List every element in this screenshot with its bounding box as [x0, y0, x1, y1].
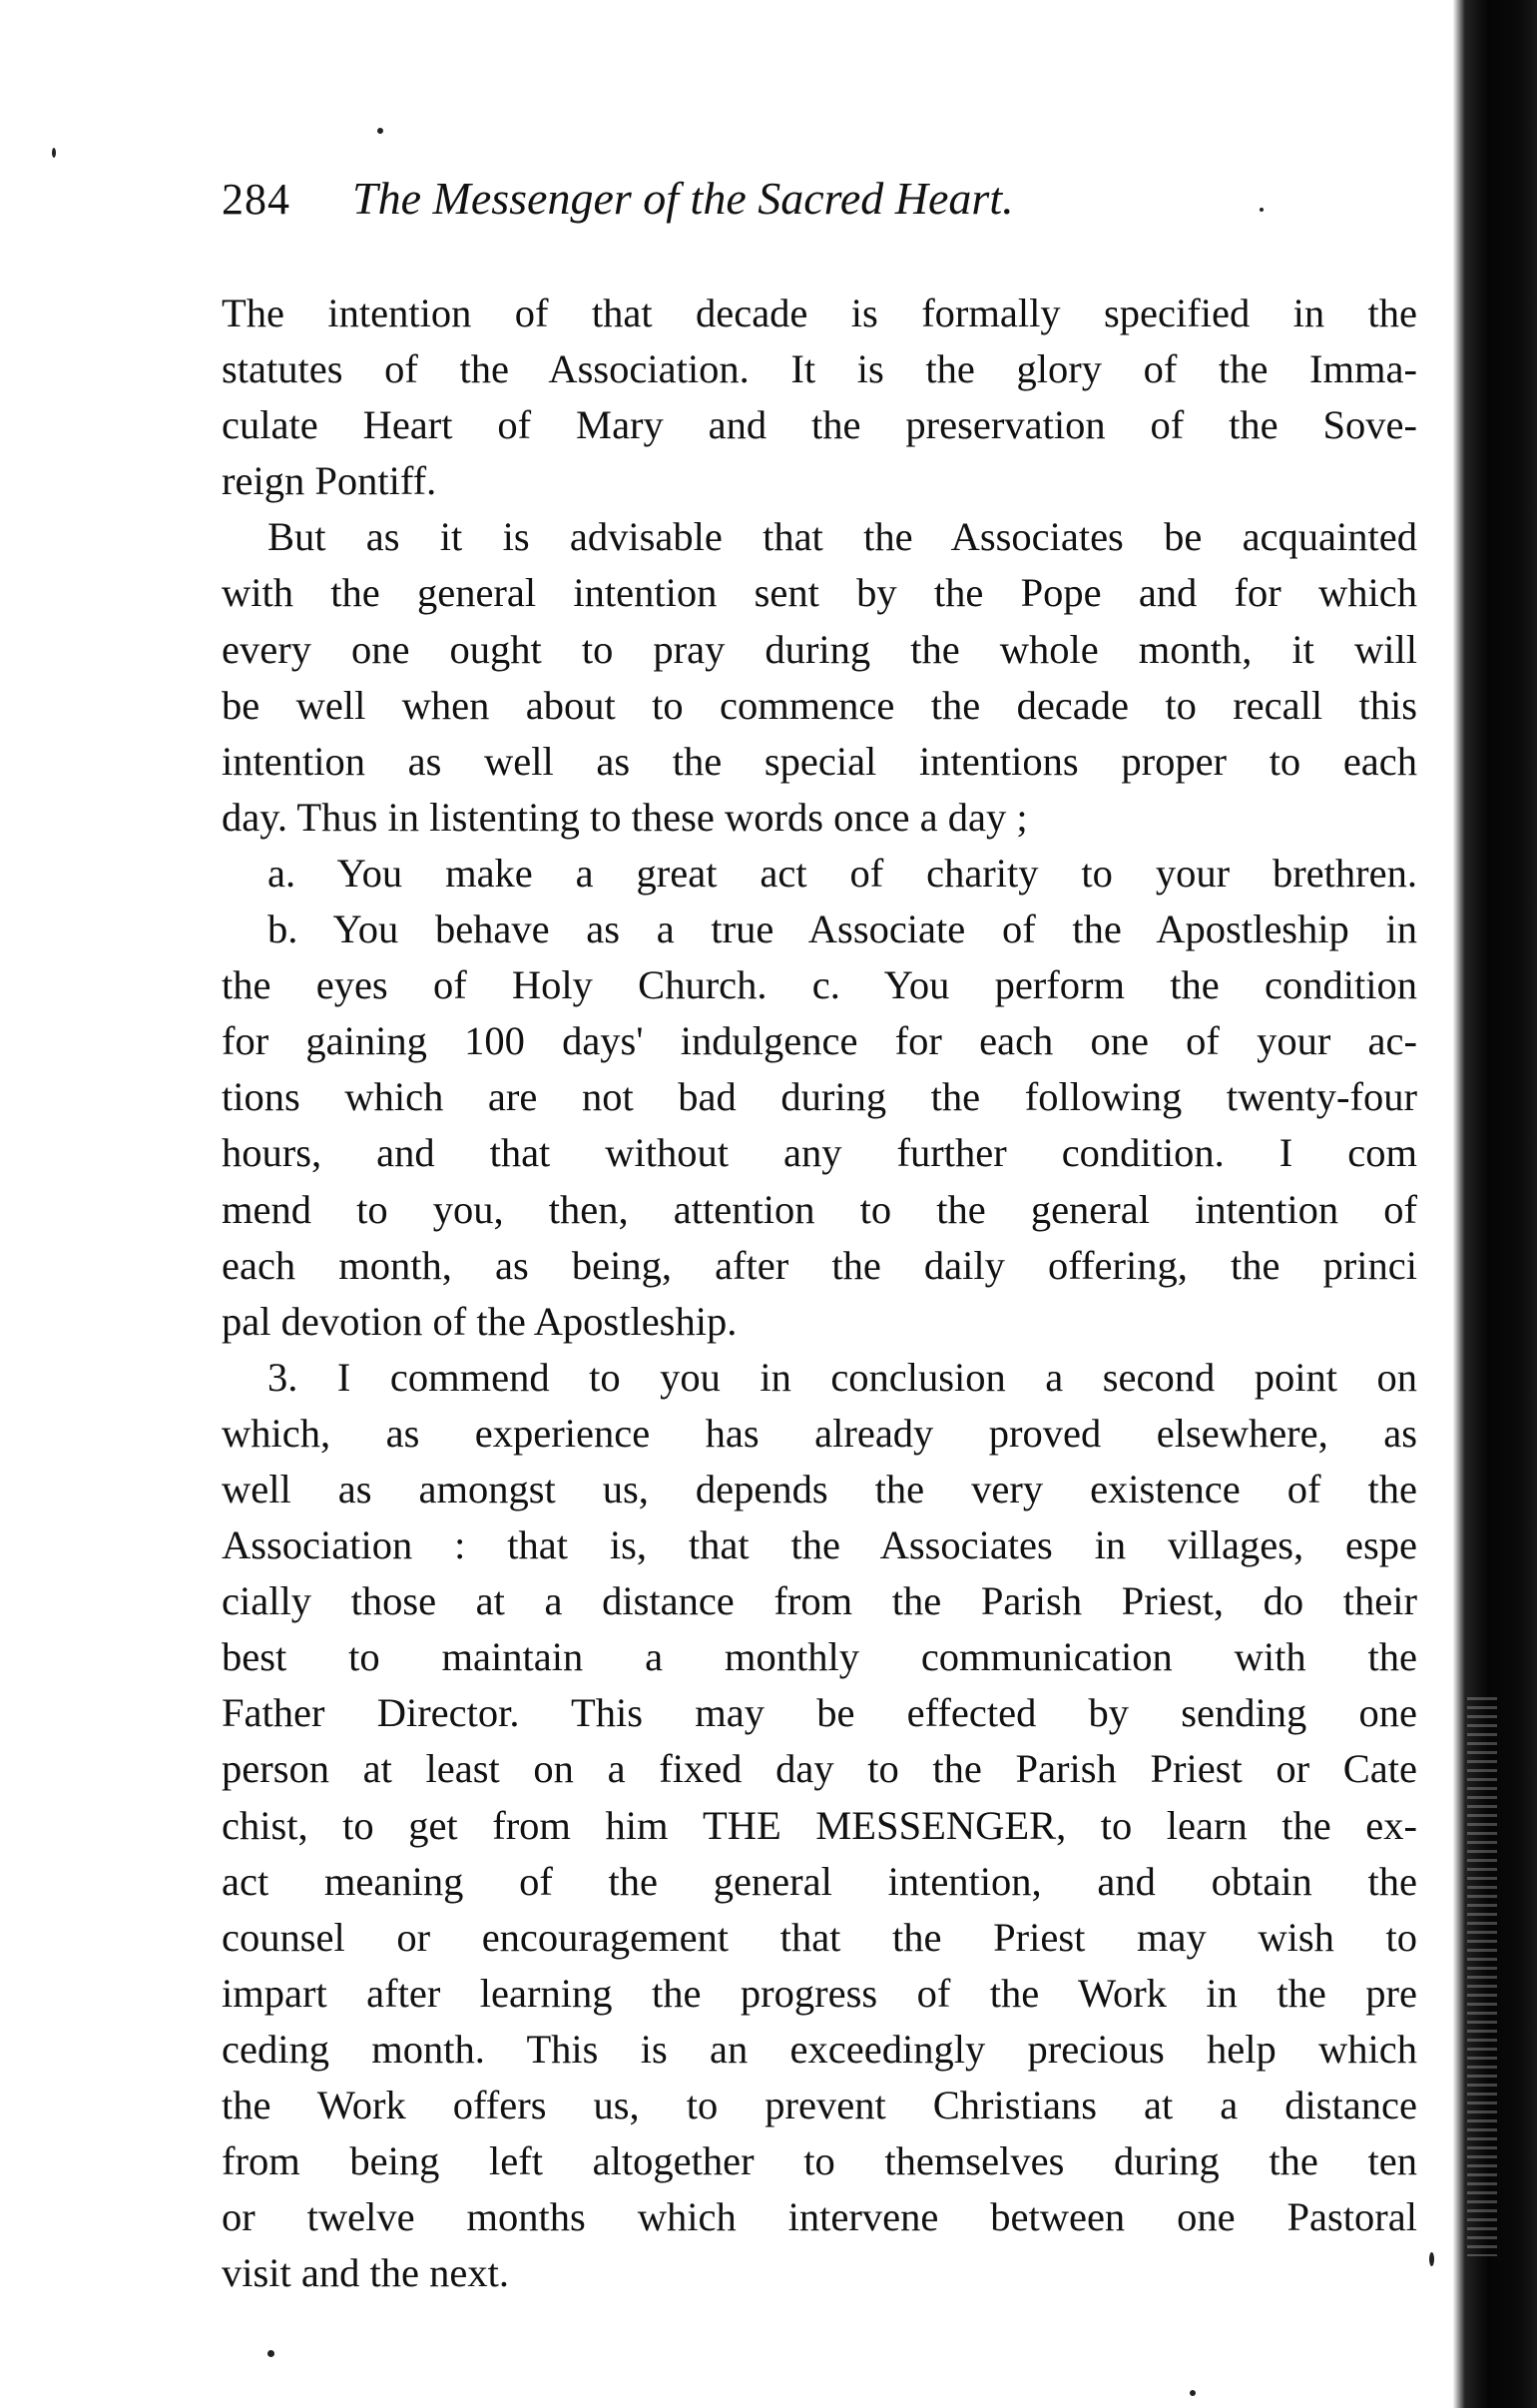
- page-header: [222, 172, 1270, 242]
- text-line: But as it is advisable that the Associates be acquainted: [267, 514, 1417, 560]
- text-line: Father Director. This may be effected by sending one: [222, 1690, 1417, 1736]
- ink-speck: [1190, 2390, 1196, 2396]
- ink-speck: [52, 148, 56, 158]
- body-text: [222, 286, 1417, 2301]
- line-end: , to learn the ex-: [1056, 1802, 1418, 1848]
- text-line: for gaining 100 days' indulgence for each one of your ac-: [222, 1018, 1417, 1064]
- text-line: culate Heart of Mary and the preservation of the Sove-: [222, 402, 1417, 448]
- ink-speck: [1260, 208, 1264, 212]
- ink-speck: [377, 128, 383, 134]
- binding-texture: [1467, 1697, 1497, 2256]
- text-line: b. You behave as a true Associate of the Apostleship in: [267, 906, 1417, 952]
- text-line: ceding month. This is an exceedingly precious help which: [222, 2026, 1417, 2072]
- text-line: visit and the next.: [222, 2250, 509, 2296]
- text-line: The intention of that decade is formally specified in the: [222, 291, 1417, 335]
- text-line: pal devotion of the Apostleship.: [222, 1298, 738, 1344]
- text-line: from being left altogether to themselves during the ten: [222, 2138, 1417, 2184]
- text-line: which, as experience has already proved elsewhere, as: [222, 1410, 1417, 1456]
- text-line: the eyes of Holy Church. c. You perform the condition: [222, 962, 1417, 1008]
- text-line: person at least on a fixed day to the Parish Priest or Cate: [222, 1746, 1417, 1792]
- text-line: a. You make a great act of charity to your brethren.: [267, 850, 1417, 896]
- text-line: cially those at a distance from the Parish Priest, do their: [222, 1578, 1417, 1624]
- text-line: every one ought to pray during the whole month, it will: [222, 626, 1417, 672]
- ink-speck: [267, 2350, 274, 2357]
- text-line: best to maintain a monthly communication with the: [222, 1634, 1417, 1680]
- line-start: chist, to get from him: [222, 1802, 669, 1848]
- text-line: the Work offers us, to prevent Christians at a distance: [222, 2083, 1417, 2127]
- text-line: 3. I commend to you in conclusion a second point on: [267, 1354, 1417, 1400]
- text-line: or twelve months which intervene between one Pastoral: [222, 2194, 1417, 2240]
- text-line: Association : that is, that the Associates in villages, espe: [222, 1522, 1417, 1568]
- text-line: with the general intention sent by the Pope and for which: [222, 570, 1417, 616]
- text-line: impart after learning the progress of the Work in the pre: [222, 1970, 1417, 2016]
- text-line: hours, and that without any further condition. I com: [222, 1130, 1417, 1176]
- text-line-with-title: [222, 1798, 1417, 1854]
- text-line: intention as well as the special intentions proper to each: [222, 738, 1417, 784]
- text-line: counsel or encouragement that the Priest may wish to: [222, 1914, 1417, 1960]
- running-title: The Messenger of the Sacred Heart.: [352, 173, 1014, 224]
- text-line: be well when about to commence the decade to recall this: [222, 682, 1417, 728]
- text-line: reign Pontiff.: [222, 458, 437, 504]
- text-line: tions which are not bad during the following twenty-four: [222, 1074, 1417, 1120]
- periodical-title: THE MESSENGER: [703, 1802, 1057, 1848]
- text-line: each month, as being, after the daily offering, the princi: [222, 1242, 1417, 1288]
- page-number: 284: [222, 175, 290, 224]
- text-line: act meaning of the general intention, and obtain the: [222, 1858, 1417, 1904]
- text-line: mend to you, then, attention to the general intention of: [222, 1186, 1417, 1232]
- text-line: well as amongst us, depends the very existence of the: [222, 1466, 1417, 1511]
- text-line: statutes of the Association. It is the glory of the Imma-: [222, 346, 1417, 392]
- text-line: day. Thus in listenting to these words once a day ;: [222, 794, 1028, 840]
- ink-speck: [1429, 2252, 1434, 2266]
